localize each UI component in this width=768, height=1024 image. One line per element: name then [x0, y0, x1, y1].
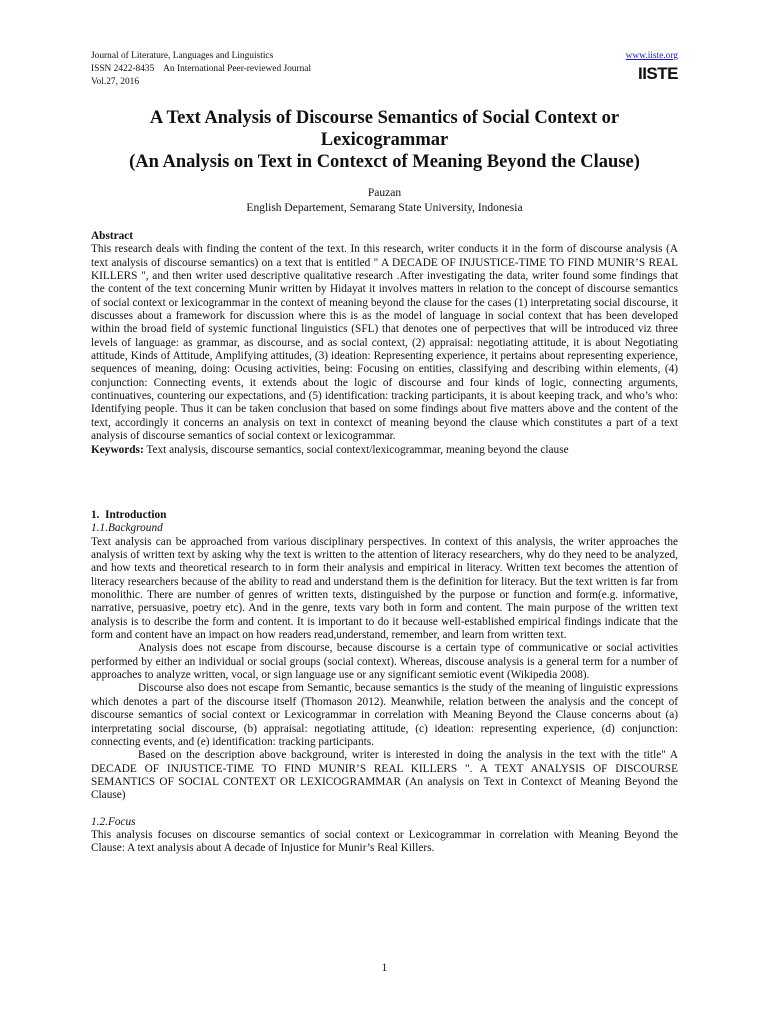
abstract-text: This research deals with finding the content of the text. In this research, writer conducts it in the form of discourse analysis (A text analysis of discourse semantics) on a text that is entitled " A DECADE OF INJUSTICE-TIME TO FIND MUNIR’S REAL KILLERS ", and then writer used descriptive qualitative research .After investigating the data, writer found some findings that the content of the text concerning Munir written by Hidayat it involves matters in relation to the concept of discourse semantics of social context or lexicogrammar in the context of meaning beyond the clause for the cases (1) interpretating social discourse, it discusses about a framework for discussion where this is as the model of language in social context that has been developed within the broad field of systemic functional linguistics (SFL) that denotes one of perpectives that will be introduced viz three levels of language: as grammar, as discourse, and as social context, (2) appraisal: negotiating attitude, it is about Negotiating attitude, Kinds of Attitude, Amplifying attitudes, (3) ideation: Representing experience, it pertains about representing experience, sequences of meaning, doing: Ocusing activities, being: Focusing on entities, classifying and describing within elements, (4) conjunction: Connecting events, it extends about the logic of discourse and four kinds of logic, connecting arguments, continuatives, countering our expectations, and (5) identification: tracking participants, it is about keeping track, and who’s who: Identifying people. Thus it can be taken conclusion that based on some findings about five matters above and the content of the text, accordingly it concerns an analysis on text in contexct of meaning beyond the clause which constitutes a part of a text analysis of discourse semantics of social context or lexicogrammar.	[91, 243, 678, 443]
page-number: 1	[381, 962, 388, 974]
paper-title	[91, 107, 678, 173]
subsection-heading-background: 1.1.Background	[91, 522, 163, 535]
journal-name: Journal of Literature, Languages and Linguistics	[91, 51, 274, 61]
subsection-heading-focus: 1.2.Focus	[91, 815, 136, 828]
title-line-1: A Text Analysis of Discourse Semantics of Social Context or	[149, 108, 620, 128]
abstract-heading: Abstract	[91, 230, 134, 242]
author-name: Pauzan	[367, 187, 402, 199]
journal-header	[91, 50, 678, 96]
intro-paragraph-2: Analysis does not escape from discourse, because discourse is a certain type of communicative or social activities performed by either an individual or social groups (social context). Whereas, discouse analysis is a general term for a number of approaches to analyze written, vocal, or sign language use or any significant semiotic event (Wikipedia 2008).	[91, 642, 678, 682]
journal-info	[91, 50, 678, 89]
keywords	[91, 444, 678, 457]
journal-url-link[interactable]: www.iiste.org	[625, 51, 678, 61]
author-block	[91, 186, 678, 216]
journal-issn: ISSN 2422-8435 An International Peer-reviewed Journal	[91, 64, 312, 74]
intro-paragraph-1: Text analysis can be approached from various disciplinary perspectives. In context of this analysis, the writer approaches the analysis of written text by asking why the text is written to the attention of literacy researchers, why do they need to be analyzed, and how texts and theoretical research to in form their analysis and empirical in literacy. Written text becomes the attention of literacy researchers because of the ability to read and understand them is the definition for literacy. But the text written is far from monolithic. There are number of genres of written texts, distinguished by the purpose or function and form(e.g. informative, narrative, persuasive, poetry etc). And in the genre, texts vary both in form and content. The main purpose of the written text analysis is to describe the form and content. It is important to do it because well-established empirical findings indicate that the form and content have an impact on how readers read,understand, remember, and learn from written text.	[91, 535, 678, 642]
author-affiliation: English Departement, Semarang State University, Indonesia	[246, 202, 523, 214]
intro-paragraph-4: Based on the description above background, writer is interested in doing the analysis in the text with the title" A DECADE OF INJUSTICE-TIME TO FIND MUNIR’S REAL KILLERS ". A TEXT ANALYSIS OF DISCOURSE SEMANTICS OF SOCIAL CONTEXT OR LEXICOGRAMMAR (An analysis on Text in Contexct of Meaning Beyond the Clause)	[91, 749, 678, 802]
title-line-2: Lexicogrammar	[320, 130, 449, 150]
intro-paragraph-3: Discourse also does not escape from Semantic, because semantics is the study of the meaning of linguistic expressions which denotes a part of the discourse itself (Thomason 2012). Meanwhile, relation between the analysis and the concept of discourse semantics of social context or Lexicogrammar in correlation with Meaning Beyond the Clause concerns about (a) interpretating social discourse, (b) appraisal: negotiating attitude, (c) ideation: representing experience, (d) conjunction: connecting events, and (e) identification: tracking participants.	[91, 682, 678, 748]
keywords-text: Text analysis, discourse semantics, social context/lexicogrammar, meaning beyond the clause	[143, 443, 569, 456]
paragraph-gap	[91, 803, 678, 816]
keywords-label: Keywords:	[91, 443, 144, 456]
introduction-section	[91, 509, 678, 856]
focus-paragraph: This analysis focuses on discourse semantics of social context or Lexicogrammar in correlation with Meaning Beyond the Clause: A text analysis about A decade of Injustice for Munir’s Real Killers.	[91, 828, 678, 855]
journal-branding	[626, 50, 678, 84]
title-line-3: (An Analysis on Text in Contexct of Meaning Beyond the Clause)	[129, 152, 640, 172]
iiste-logo-icon: IISTE	[637, 64, 678, 83]
journal-volume: Vol.27, 2016	[91, 77, 140, 87]
abstract-section	[91, 230, 678, 457]
section-heading-introduction: 1. Introduction	[91, 509, 167, 521]
